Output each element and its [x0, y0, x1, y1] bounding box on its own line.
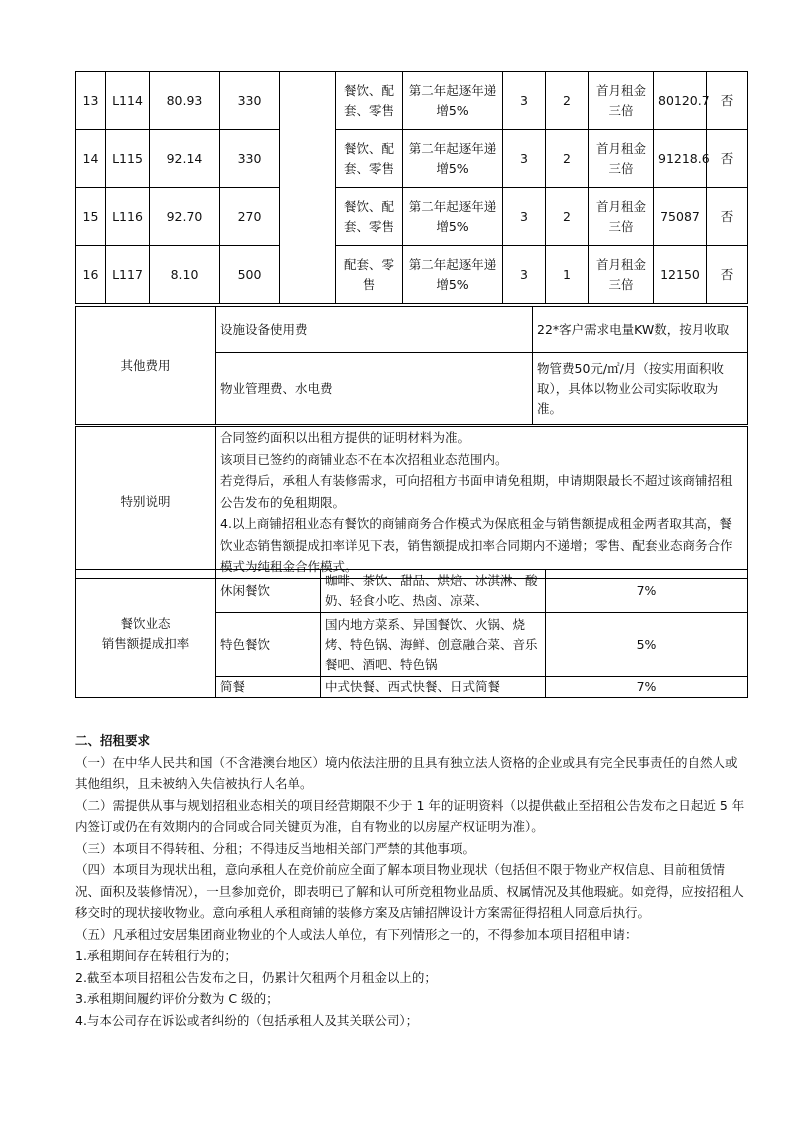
unit-total: 75087 — [654, 188, 707, 246]
rate-value: 7% — [546, 570, 748, 613]
other-fees-label: 其他费用 — [76, 307, 216, 425]
unit-deposit: 2 — [546, 130, 589, 188]
facility-fee-detail: 22*客户需求电量KW数，按月收取 — [533, 307, 748, 353]
rate-category: 休闲餐饮 — [216, 570, 321, 613]
unit-increase: 第二年起逐年递增5% — [403, 188, 503, 246]
special-notes-table — [75, 426, 748, 579]
unit-price: 500 — [220, 246, 280, 304]
unit-deposit: 1 — [546, 246, 589, 304]
special-note-line: 若竞得后，承租人有装修需求，可向招租方书面申请免租期，申请期限最长不超过该商铺招租公告发布的免租期限。 — [220, 473, 733, 510]
property-fee-detail: 物管费50元/㎡/月（按实用面积收取），具体以物业公司实际收取为准。 — [533, 353, 748, 425]
catering-rate-table — [75, 569, 748, 698]
unit-price: 270 — [220, 188, 280, 246]
catering-rate-label-line1: 餐饮业态 — [120, 615, 171, 631]
unit-area: 92.14 — [150, 130, 220, 188]
special-note-line: 合同签约面积以出租方提供的证明材料为准。 — [220, 430, 471, 445]
special-notes-content — [216, 427, 748, 579]
unit-use: 餐饮、配套、零售 — [336, 130, 403, 188]
unit-no: 15 — [76, 188, 106, 246]
facility-fee-name: 设施设备使用费 — [216, 307, 533, 353]
catering-rate-label — [76, 570, 216, 698]
unit-row — [76, 130, 748, 188]
requirement-paragraph: 4.与本公司存在诉讼或者纠纷的（包括承租人及其关联公司）； — [75, 1012, 419, 1028]
requirement-paragraph: （四）本项目为现状出租，意向承租人在竞价前应全面了解本项目物业现状（包括但不限于物业产权信息、目前租赁情况、面积及装修情况），一旦参加竞价，即表明已了解和认可所竞租物业品质、权属情况及其他瑕疵。如竞得，应按招租人移交时的现状接收物业。意向承租人承租商铺的装修方案及店铺招牌设计方案需征得招租人同意后执行。 — [75, 862, 744, 920]
unit-deposit: 2 — [546, 188, 589, 246]
unit-row — [76, 188, 748, 246]
other-fees-table — [75, 306, 748, 425]
rate-value: 5% — [546, 613, 748, 677]
unit-flag: 否 — [707, 130, 748, 188]
unit-code: L117 — [106, 246, 150, 304]
unit-use: 餐饮、配套、零售 — [336, 188, 403, 246]
unit-increase: 第二年起逐年递增5% — [403, 246, 503, 304]
unit-area: 92.70 — [150, 188, 220, 246]
unit-row — [76, 72, 748, 130]
unit-years: 3 — [503, 188, 546, 246]
unit-increase: 第二年起逐年递增5% — [403, 72, 503, 130]
requirement-paragraph: （二）需提供从事与规划招租业态相关的项目经营期限不少于 1 年的证明资料（以提供截止至招租公告发布之日起近 5 年内签订或仍在有效期内的合同或合同关键页为准，自有物业的以房屋产权证明为准）。 — [75, 797, 745, 834]
unit-fee-note: 首月租金三倍 — [589, 188, 654, 246]
unit-fee-note: 首月租金三倍 — [589, 246, 654, 304]
requirement-paragraph: 2.截至本项目招租公告发布之日，仍累计欠租两个月租金以上的； — [75, 969, 437, 985]
special-notes-label: 特别说明 — [76, 427, 216, 579]
rate-examples: 咖啡、茶饮、甜品、烘焙、冰淇淋、酸奶、轻食小吃、热卤、凉菜、 — [321, 570, 546, 613]
rate-examples: 国内地方菜系、异国餐饮、火锅、烧烤、特色锅、海鲜、创意融合菜、音乐餐吧、酒吧、特色锅 — [321, 613, 546, 677]
unit-no: 13 — [76, 72, 106, 130]
unit-price: 330 — [220, 130, 280, 188]
requirements-heading: 二、招租要求 — [75, 733, 151, 748]
special-note-line: 4.以上商铺招租业态有餐饮的商铺商务合作模式为保底租金与销售额提成租金两者取其高，餐饮业态销售额提成扣率详见下表，销售额提成扣率合同期内不递增；零售、配套业态商务合作模式为纯租金合作模式。 — [220, 516, 733, 574]
unit-years: 3 — [503, 72, 546, 130]
unit-years: 3 — [503, 246, 546, 304]
property-fee-name: 物业管理费、水电费 — [216, 353, 533, 425]
rate-category: 简餐 — [216, 677, 321, 698]
units-table — [75, 71, 748, 304]
unit-use: 配套、零售 — [336, 246, 403, 304]
merged-blank — [280, 72, 336, 304]
unit-fee-note: 首月租金三倍 — [589, 72, 654, 130]
unit-use: 餐饮、配套、零售 — [336, 72, 403, 130]
rate-examples: 中式快餐、西式快餐、日式简餐 — [321, 677, 546, 698]
unit-increase: 第二年起逐年递增5% — [403, 130, 503, 188]
unit-total: 80120.7 — [654, 72, 707, 130]
unit-flag: 否 — [707, 188, 748, 246]
unit-total: 12150 — [654, 246, 707, 304]
unit-area: 80.93 — [150, 72, 220, 130]
requirements-section — [75, 730, 747, 1031]
unit-flag: 否 — [707, 72, 748, 130]
unit-area: 8.10 — [150, 246, 220, 304]
unit-flag: 否 — [707, 246, 748, 304]
unit-price: 330 — [220, 72, 280, 130]
rate-value: 7% — [546, 677, 748, 698]
unit-years: 3 — [503, 130, 546, 188]
unit-fee-note: 首月租金三倍 — [589, 130, 654, 188]
unit-no: 16 — [76, 246, 106, 304]
requirement-paragraph: 3.承租期间履约评价分数为 C 级的； — [75, 991, 279, 1006]
unit-code: L116 — [106, 188, 150, 246]
requirement-paragraph: （五）凡承租过安居集团商业物业的个人或法人单位，有下列情形之一的，不得参加本项目招租申请： — [75, 926, 638, 942]
catering-rate-label-line2: 销售额提成扣率 — [101, 635, 190, 651]
unit-row — [76, 246, 748, 304]
unit-no: 14 — [76, 130, 106, 188]
rate-category: 特色餐饮 — [216, 613, 321, 677]
unit-deposit: 2 — [546, 72, 589, 130]
unit-code: L115 — [106, 130, 150, 188]
requirement-paragraph: （三）本项目不得转租、分租；不得违反当地相关部门严禁的其他事项。 — [75, 840, 476, 856]
requirement-paragraph: （一）在中华人民共和国（不含港澳台地区）境内依法注册的且具有独立法人资格的企业或具有完全民事责任的自然人或其他组织，且未被纳入失信被执行人名单。 — [75, 754, 738, 791]
unit-total: 91218.6 — [654, 130, 707, 188]
requirement-paragraph: 1.承租期间存在转租行为的； — [75, 948, 237, 963]
unit-code: L114 — [106, 72, 150, 130]
special-note-line: 该项目已签约的商铺业态不在本次招租业态范围内。 — [220, 451, 508, 467]
